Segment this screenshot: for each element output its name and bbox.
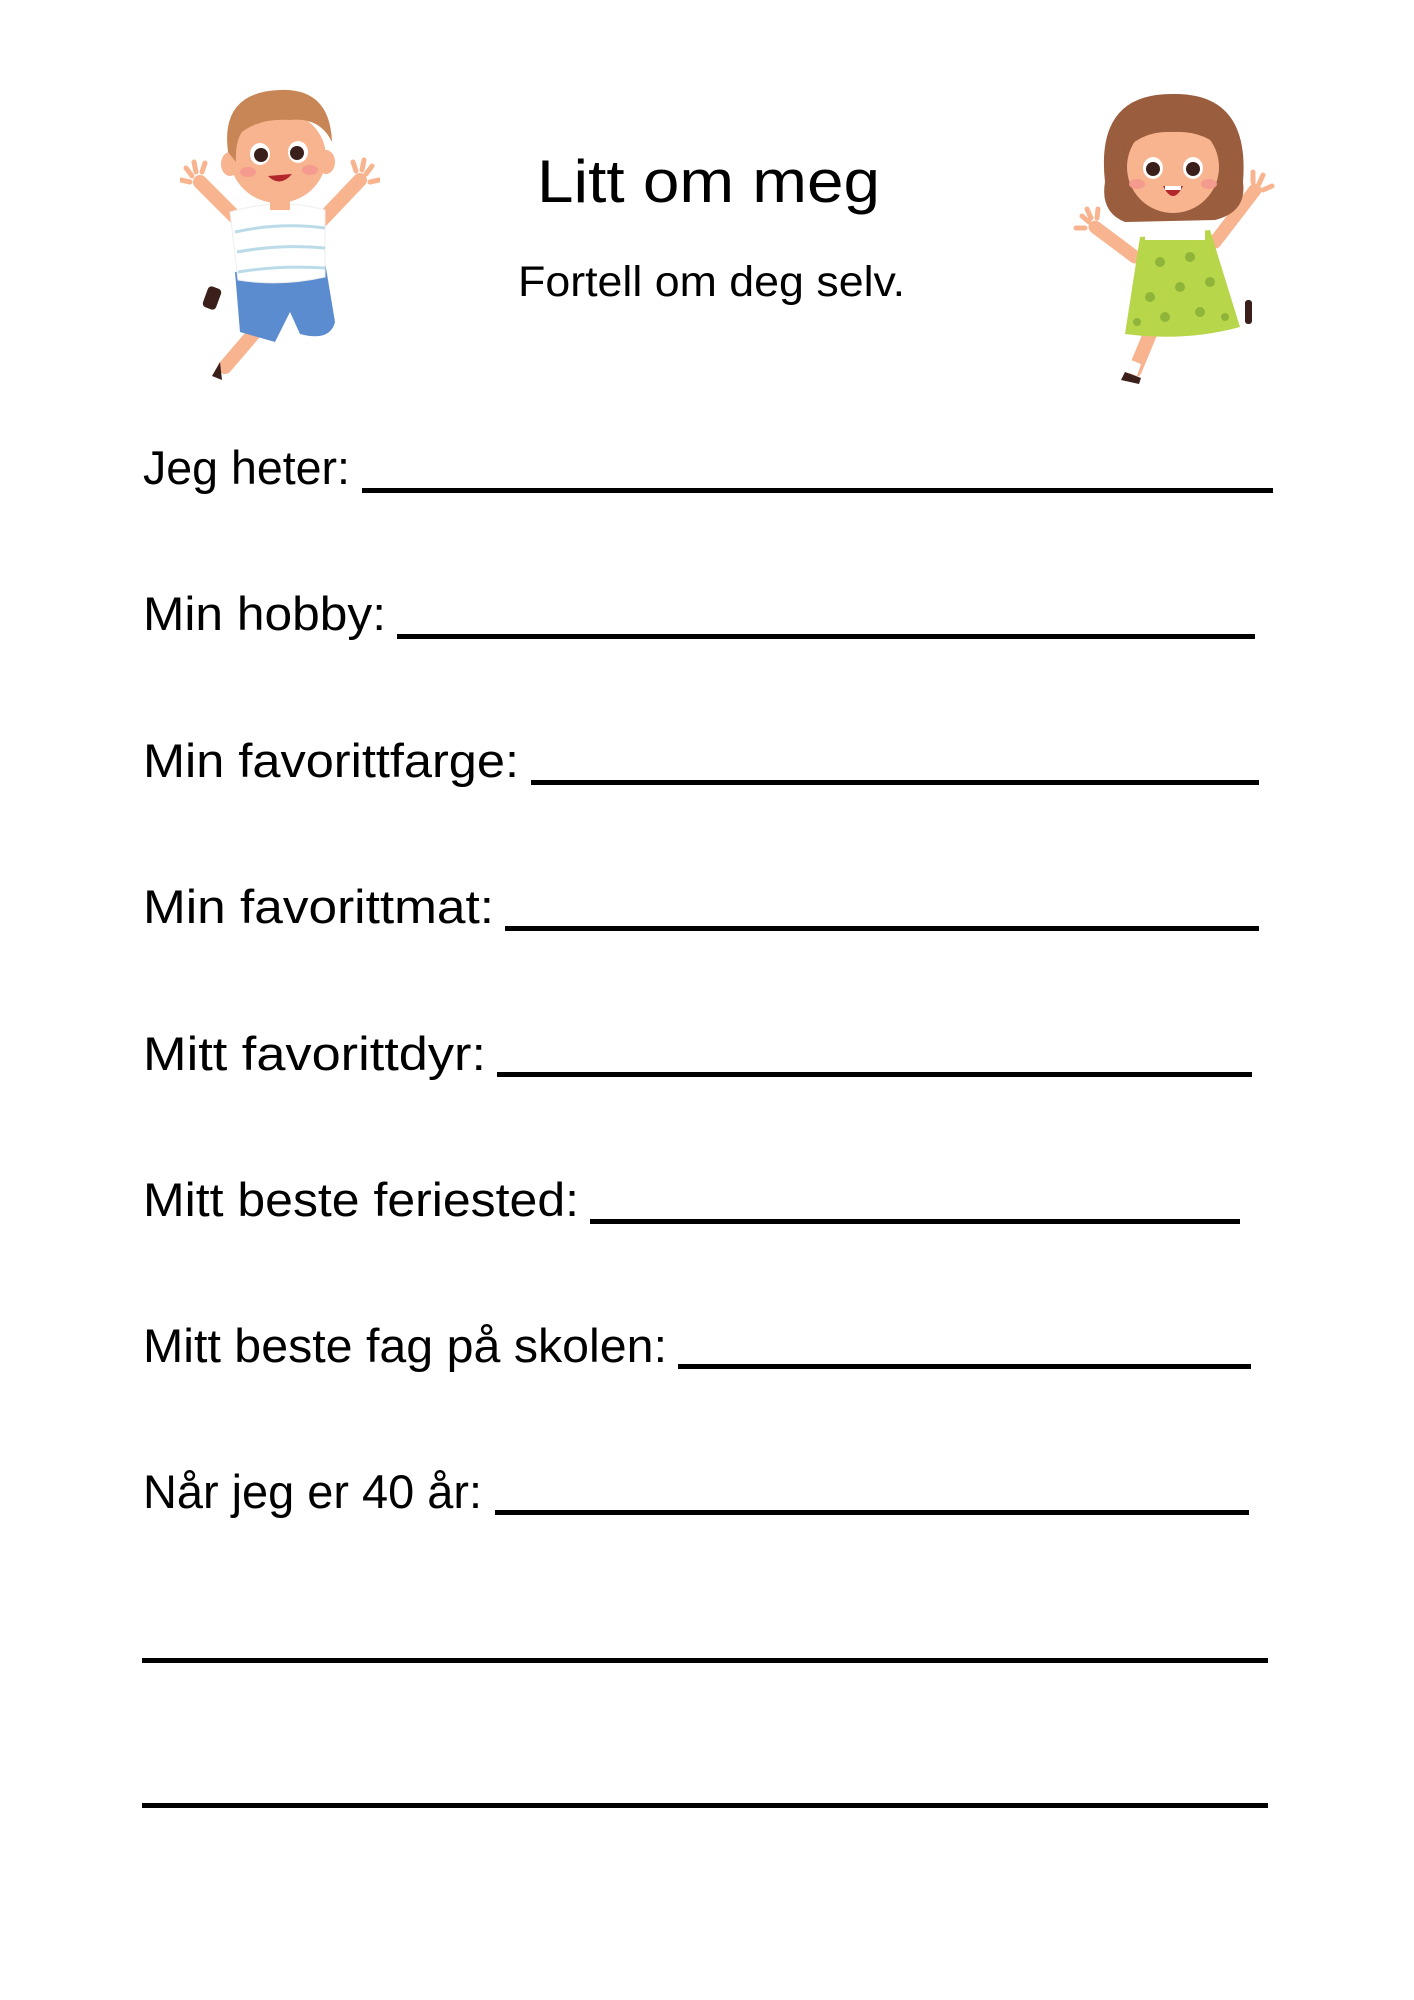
girl-illustration (1065, 72, 1275, 392)
field-label-name: Jeg heter: (143, 441, 350, 494)
field-line-favorite-animal[interactable] (497, 1072, 1252, 1077)
field-line-name[interactable] (362, 488, 1273, 493)
field-line-vacation-spot[interactable] (590, 1219, 1240, 1224)
field-label-best-subject: Mitt beste fag på skolen: (143, 1319, 667, 1372)
extra-line-2[interactable] (142, 1803, 1268, 1808)
field-label-favorite-animal: Mitt favorittdyr: (143, 1027, 486, 1080)
field-line-favorite-color[interactable] (531, 780, 1259, 785)
field-line-favorite-food[interactable] (505, 926, 1259, 931)
extra-line-1[interactable] (142, 1658, 1268, 1663)
field-label-favorite-color: Min favorittfarge: (143, 734, 519, 787)
page-title: Litt om meg (537, 148, 880, 215)
field-label-vacation-spot: Mitt beste feriested: (143, 1173, 579, 1226)
field-label-favorite-food: Min favorittmat: (143, 880, 494, 933)
field-label-hobby: Min hobby: (143, 587, 386, 640)
boy-illustration (180, 72, 380, 392)
field-line-at-40[interactable] (495, 1510, 1249, 1515)
field-line-best-subject[interactable] (678, 1364, 1251, 1369)
field-label-at-40: Når jeg er 40 år: (143, 1465, 482, 1518)
field-line-hobby[interactable] (397, 634, 1255, 639)
page-subtitle: Fortell om deg selv. (518, 258, 905, 306)
